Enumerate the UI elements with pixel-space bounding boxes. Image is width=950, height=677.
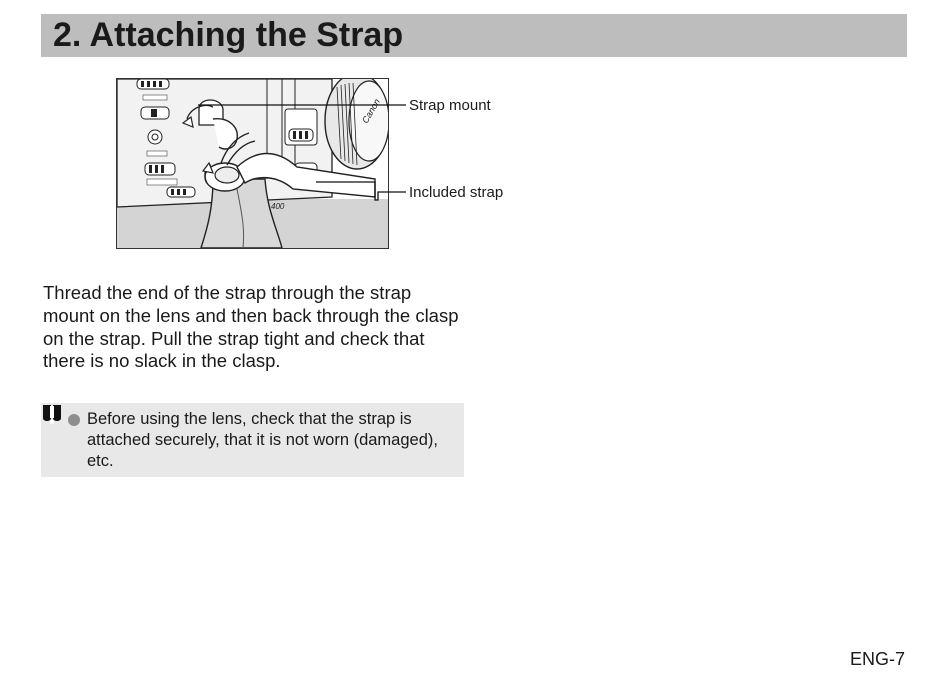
strap-mount-callout: Strap mount [409, 97, 491, 114]
callout-leader-lines [196, 96, 408, 206]
brand-label: Canon [360, 97, 382, 125]
bullet-dot [68, 414, 80, 426]
caution-text: Before using the lens, check that the strap is attached securely, that it is not worn (damaged), etc. [87, 410, 438, 470]
section-title-bar [41, 14, 907, 57]
page-number: ENG-7 [849, 649, 905, 669]
grip-number-label: 400 [271, 202, 285, 211]
caution-box [41, 403, 464, 477]
included-strap-callout: Included strap [409, 184, 504, 201]
caution-icon [41, 404, 63, 426]
instruction-paragraph: Thread the end of the strap through the strap mount on the lens and then back through the clasp on the strap. Pull the strap tight and check that there is no slack in the clasp. [43, 282, 459, 372]
section-title: 2. Attaching the Strap [53, 16, 404, 54]
